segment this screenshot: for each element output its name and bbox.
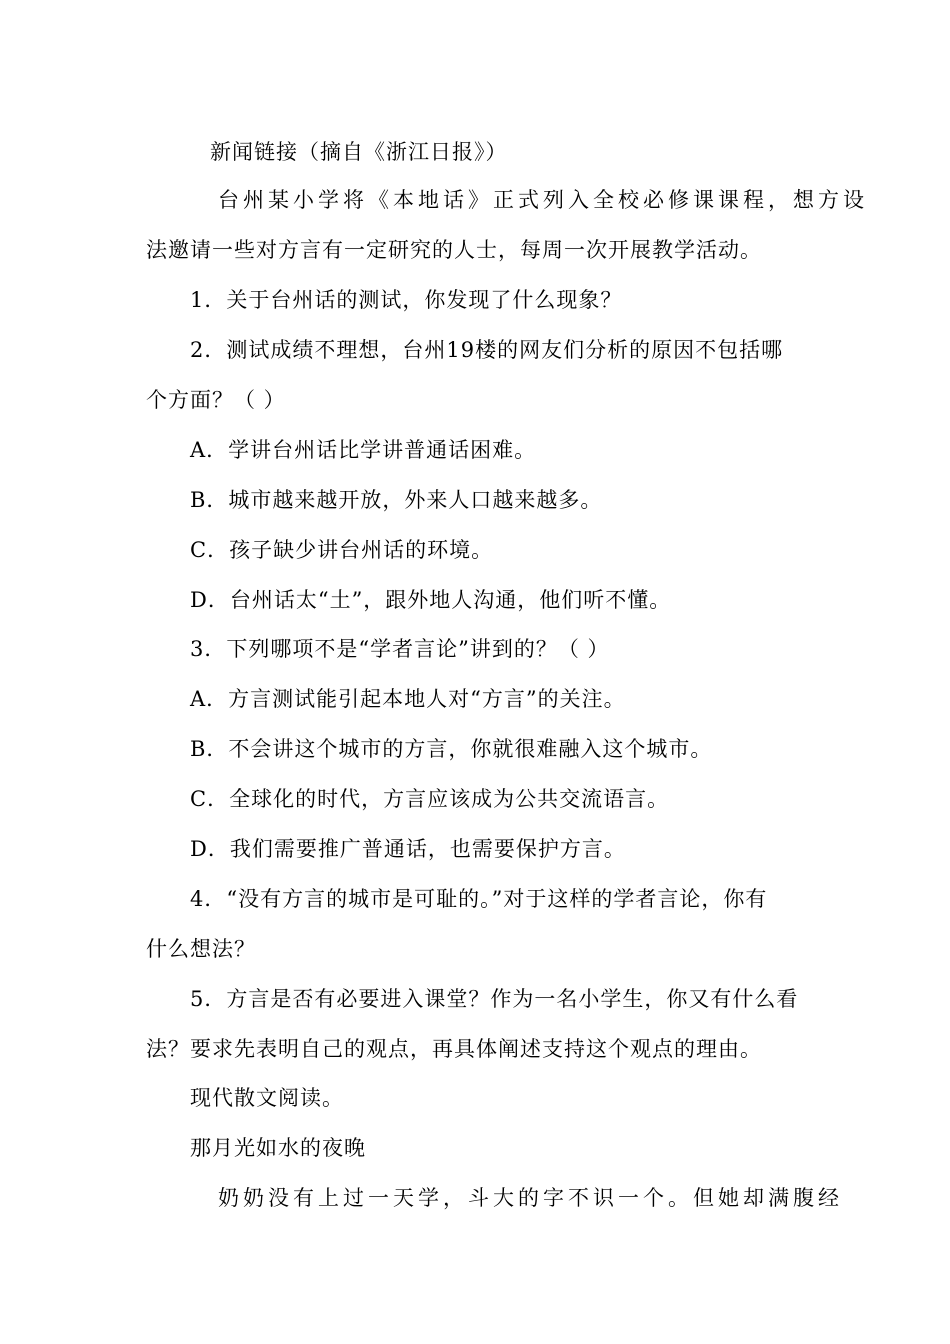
option-line: D．我们需要推广普通话，也需要保护方言。	[190, 837, 626, 861]
question-4: 4．“没有方言的城市是可耻的。”对于这样的学者言论，你有	[190, 887, 768, 911]
news-link-heading: 新闻链接（摘自《浙江日报》）	[210, 140, 508, 164]
paragraph-line: 法邀请一些对方言有一定研究的人士，每周一次开展教学活动。	[146, 238, 762, 262]
option-line: A．方言测试能引起本地人对“方言”的关注。	[190, 687, 626, 711]
essay-title: 那月光如水的夜晚	[190, 1136, 366, 1160]
question-5: 5．方言是否有必要进入课堂？作为一名小学生，你又有什么看	[190, 987, 799, 1011]
question-2-continuation: 个方面？（ ）	[146, 388, 286, 412]
question-1: 1．关于台州话的测试，你发现了什么现象？	[190, 288, 623, 312]
question-2: 2．测试成绩不理想，台州19楼的网友们分析的原因不包括哪	[190, 338, 784, 362]
question-5-continuation: 法？要求先表明自己的观点，再具体阐述支持这个观点的理由。	[146, 1037, 762, 1061]
paragraph-line: 台州某小学将《本地话》正式列入全校必修课课程，想方设	[218, 188, 868, 212]
essay-first-line: 奶奶没有上过一天学，斗大的字不识一个。但她却满腹经	[218, 1186, 843, 1210]
section-heading: 现代散文阅读。	[190, 1086, 344, 1110]
option-line: C．全球化的时代，方言应该成为公共交流语言。	[190, 787, 670, 811]
option-line: A．学讲台州话比学讲普通话困难。	[190, 438, 537, 462]
option-line: B．不会讲这个城市的方言，你就很难融入这个城市。	[190, 737, 713, 761]
question-4-continuation: 什么想法？	[146, 937, 256, 961]
option-line: C．孩子缺少讲台州话的环境。	[190, 538, 494, 562]
option-line: D．台州话太“土”，跟外地人沟通，他们听不懂。	[190, 588, 672, 612]
option-line: B．城市越来越开放，外来人口越来越多。	[190, 488, 603, 512]
question-3: 3．下列哪项不是“学者言论”讲到的？（ ）	[190, 637, 610, 661]
